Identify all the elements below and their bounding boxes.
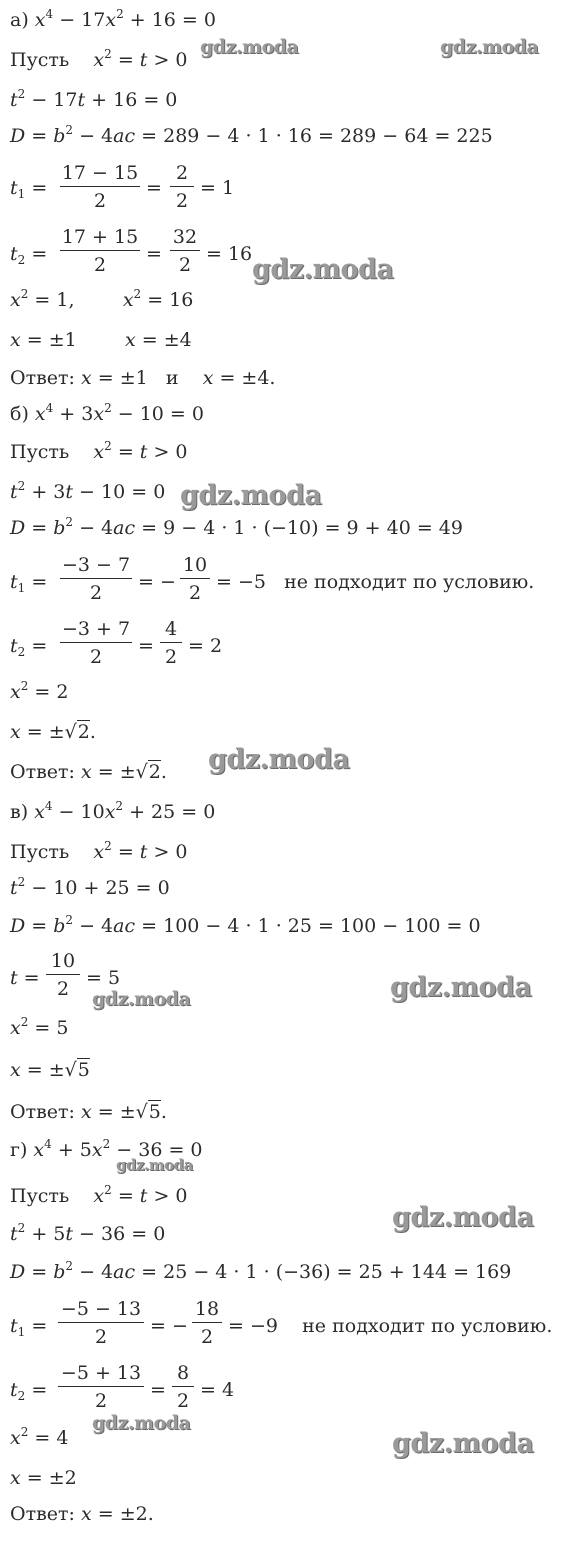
- part-a-t1-frac2: 2 2: [170, 162, 194, 212]
- part-b-t2-frac2: 4 2: [160, 618, 182, 668]
- watermark: gdz.moda: [208, 744, 350, 775]
- part-a-title: а) $x^4 - 17x^2 + 16 = 0$: [10, 7, 216, 31]
- part-b-t2-eq: =: [138, 635, 154, 657]
- watermark: gdz.moda: [252, 254, 394, 285]
- watermark: gdz.moda: [440, 36, 539, 58]
- part-b-t2-result: = 2: [188, 635, 223, 657]
- part-g-discriminant: $D = b^2 - 4ac = 25 - 4 \cdot 1 \cdot (-36) = 25 + 144 = 169$: [10, 1259, 512, 1283]
- part-g-t1-eq: = −: [150, 1315, 188, 1337]
- part-v-t-label: t =: [10, 967, 40, 989]
- watermark: gdz.moda: [390, 972, 532, 1003]
- part-b-discriminant: $D = b^2 - 4ac = 9 - 4 \cdot 1 \cdot (-10) = 9 + 40 = 49$: [10, 515, 463, 539]
- watermark: gdz.moda: [92, 988, 191, 1010]
- part-g-t2-frac2: 8 2: [172, 1362, 194, 1412]
- part-b-title: б) $x^4 + 3x^2 - 10 = 0$: [10, 401, 204, 425]
- part-a-discriminant: $D = b^2 - 4ac = 289 - 4 \cdot 1 \cdot 16 = 289 - 64 = 225$: [10, 123, 493, 147]
- part-a-t2-frac2: 32 2: [170, 226, 200, 276]
- part-a-t2-eq: =: [146, 243, 162, 265]
- part-b-t2-frac: −3 + 7 2: [61, 618, 131, 668]
- part-v-t-result: = 5: [86, 967, 121, 989]
- watermark: gdz.moda: [200, 36, 299, 58]
- part-v-x2: $x^2 = 5$: [10, 1015, 69, 1039]
- part-g-t2-eq: =: [150, 1379, 166, 1401]
- part-b-x: x = ±√2.: [10, 721, 96, 743]
- part-g-substitution: Пусть $x^2 = t > 0$: [10, 1183, 188, 1207]
- part-v-substitution: Пусть $x^2 = t > 0$: [10, 839, 188, 863]
- watermark: gdz.moda: [92, 1412, 191, 1434]
- part-g-quadratic: $t^2 + 5t - 36 = 0$: [10, 1221, 166, 1245]
- part-g-t1-frac: −5 − 13 2: [58, 1298, 144, 1348]
- part-g-t2-frac: −5 + 13 2: [58, 1362, 144, 1412]
- part-a-t2-frac: 17 + 15 2: [61, 226, 139, 276]
- part-b-t1-result: = −5 не подходит по условию.: [216, 571, 535, 593]
- part-b-t2-label: $t_2$ =: [10, 635, 48, 659]
- watermark: gdz.moda: [392, 1202, 534, 1233]
- part-b-substitution: Пусть $x^2 = t > 0$: [10, 439, 188, 463]
- part-b-t1-frac: −3 − 7 2: [61, 554, 131, 604]
- part-v-discriminant: $D = b^2 - 4ac = 100 - 4 \cdot 1 \cdot 25 = 100 - 100 = 0$: [10, 913, 481, 937]
- part-b-x2: $x^2 = 2$: [10, 679, 69, 703]
- part-g-t1-label: $t_1$ =: [10, 1315, 48, 1339]
- part-a-substitution: Пусть $x^2 = t > 0$: [10, 47, 188, 71]
- part-g-x: x = ±2: [10, 1467, 77, 1489]
- part-g-t2-result: = 4: [200, 1379, 235, 1401]
- part-g-x2: $x^2 = 4$: [10, 1425, 69, 1449]
- part-a-x: x = ±1 x = ±4: [10, 329, 192, 351]
- part-v-quadratic: $t^2 - 10 + 25 = 0$: [10, 875, 170, 899]
- watermark: gdz.moda: [392, 1428, 534, 1459]
- part-b-t1-label: $t_1$ =: [10, 571, 48, 595]
- part-b-answer: Ответ: x = ±√2.: [10, 761, 167, 783]
- part-a-t2-label: $t_2$ =: [10, 243, 48, 267]
- part-v-t-frac: 10 2: [46, 950, 80, 1000]
- part-g-t1-result: = −9 не подходит по условию.: [228, 1315, 553, 1337]
- part-a-answer: Ответ: x = ±1 и x = ±4.: [10, 367, 276, 389]
- part-a-t2-result: = 16: [206, 243, 253, 265]
- part-b-t1-eq: = −: [138, 571, 176, 593]
- part-a-t1-eq: =: [146, 177, 162, 199]
- part-v-title: в) $x^4 - 10x^2 + 25 = 0$: [10, 799, 216, 823]
- part-g-t2-label: $t_2$ =: [10, 1379, 48, 1403]
- part-g-answer: Ответ: x = ±2.: [10, 1503, 154, 1525]
- part-a-t1-frac: 17 − 15 2: [61, 162, 139, 212]
- part-b-t1-frac2: 10 2: [180, 554, 210, 604]
- part-g-t1-frac2: 18 2: [192, 1298, 222, 1348]
- part-a-quadratic: $t^2 - 17t + 16 = 0$: [10, 87, 178, 111]
- part-b-quadratic: $t^2 + 3t - 10 = 0$: [10, 479, 166, 503]
- part-a-x2: $x^2 = 1$, $x^2 = 16$: [10, 287, 194, 311]
- part-v-x: x = ±√5: [10, 1059, 90, 1081]
- part-a-t1-result: = 1: [200, 177, 235, 199]
- part-a-t1-label: $t_1$ =: [10, 177, 48, 201]
- watermark: gdz.moda: [180, 480, 322, 511]
- watermark: gdz.moda: [116, 1156, 193, 1174]
- part-v-answer: Ответ: x = ±√5.: [10, 1101, 167, 1123]
- part-g-title: г) $x^4 + 5x^2 - 36 = 0$: [10, 1137, 203, 1161]
